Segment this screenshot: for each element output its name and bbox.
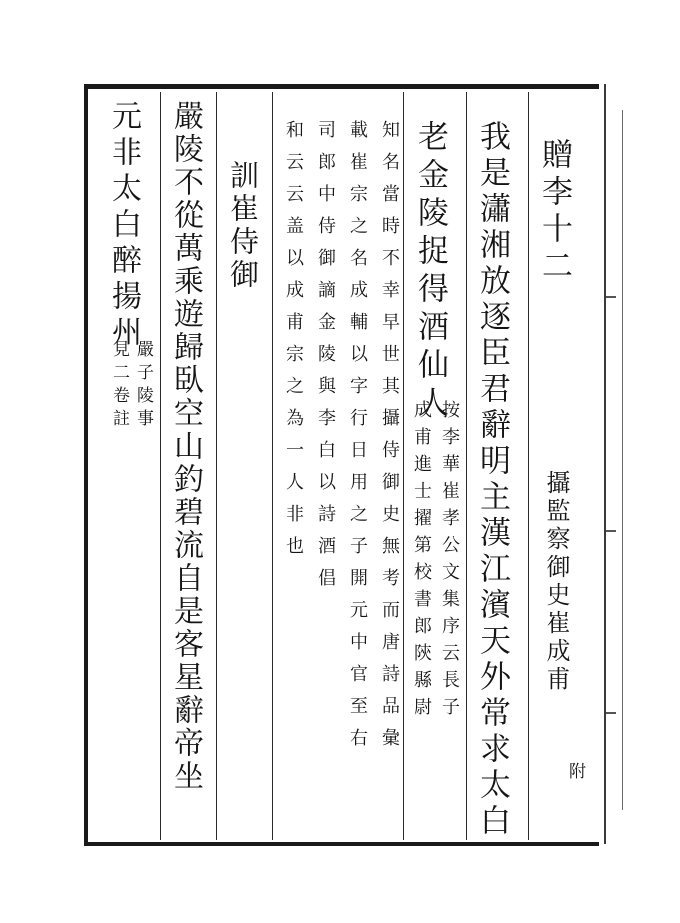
column-rule (466, 92, 467, 840)
line-note: 見二卷註 (109, 340, 129, 432)
column-rule (160, 92, 161, 840)
edge-mark (606, 530, 616, 532)
poem-line: 嚴陵不從萬乘遊歸臥空山釣碧流自是客星辭帝坐 (168, 100, 203, 793)
poem-line: 老金陵捉得酒仙人 (412, 120, 448, 424)
commentary-line: 知名當時不幸早世其攝侍御史無考而唐詩品彙 (379, 120, 400, 760)
author-tag: 附 (565, 762, 585, 779)
edge-mark (606, 296, 616, 298)
commentary-line: 和云云盖以成甫宗之為一人非也 (283, 120, 304, 568)
commentary-line: 載崔宗之名成輔以字行日用之子開元中官至右 (347, 120, 368, 760)
line-note: 嚴子陵事 (133, 340, 153, 432)
author-name: 攝監察御史崔成甫 (542, 470, 570, 694)
poem-line: 元非太白醉揚州 (106, 100, 141, 352)
column-rule (216, 92, 217, 840)
commentary-line: 成甫進士擢第校書郎陝縣尉 (411, 400, 432, 724)
column-rule (272, 92, 273, 840)
author-line (544, 470, 568, 694)
page-edge-inner (622, 110, 623, 810)
page-edge (604, 84, 606, 844)
poem-title: 贈李十二 (536, 138, 572, 286)
commentary-line: 司郎中侍御謫金陵與李白以詩酒倡 (315, 120, 336, 600)
page-frame (84, 84, 599, 846)
column-rule (528, 92, 529, 840)
commentary-line: 按李華崔孝公文集序云長子 (439, 400, 460, 724)
column-rule (403, 92, 404, 840)
edge-mark (606, 712, 616, 714)
second-poem-title: 訓崔侍御 (226, 160, 260, 292)
poem-line: 我是瀟湘放逐臣君辭明主漢江濱天外常求太白 (474, 120, 510, 840)
